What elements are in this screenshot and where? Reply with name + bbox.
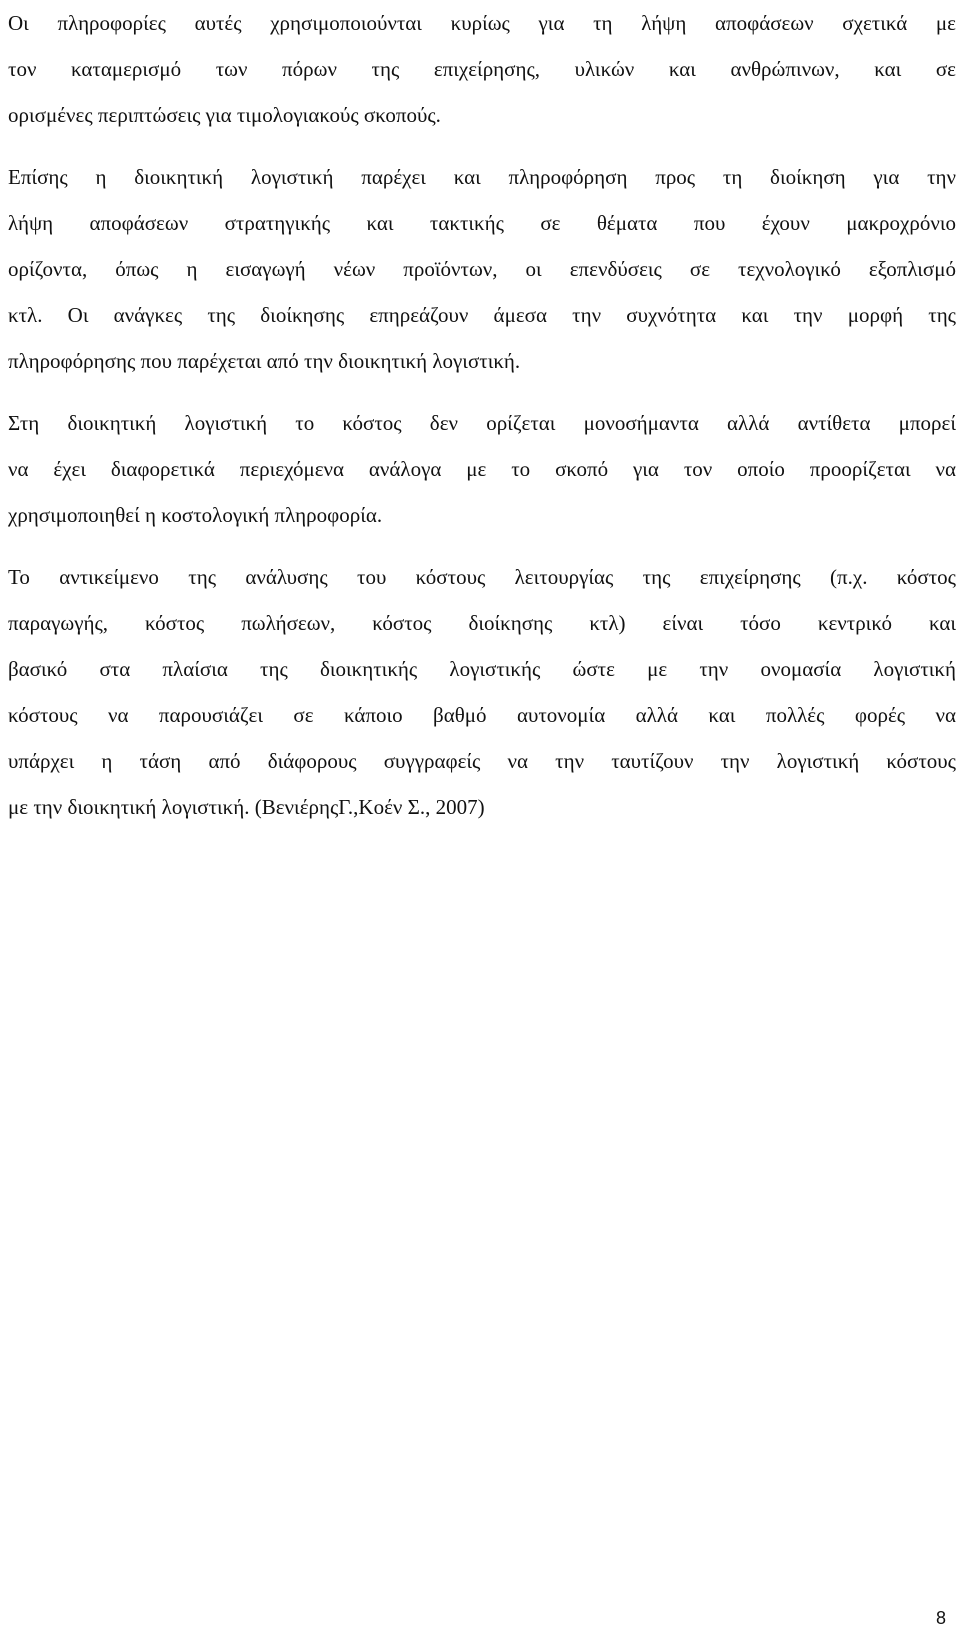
text-line: παραγωγής, κόστος πωλήσεων, κόστος διοίκησης κτλ) είναι τόσο κεντρικό και (8, 611, 956, 635)
paragraph-spacer (8, 384, 956, 400)
text-line: υπάρχει η τάση από διάφορους συγγραφείς να την ταυτίζουν την λογιστική κόστους (8, 749, 956, 773)
text-line: Το αντικείμενο της ανάλυσης του κόστους λειτουργίας της επιχείρησης (π.χ. κόστος (8, 565, 956, 589)
text-line: Οι πληροφορίες αυτές χρησιμοποιούνται κυρίως για τη λήψη αποφάσεων σχετικά με (8, 11, 956, 35)
text-line: χρησιμοποιηθεί η κοστολογική πληροφορία. (8, 503, 383, 527)
paragraph-resource-allocation (8, 0, 956, 138)
document-body (8, 0, 956, 830)
text-line: βασικό στα πλαίσια της διοικητικής λογιστικής ώστε με την ονομασία λογιστική (8, 657, 956, 681)
paragraph-strategic-decisions (8, 154, 956, 384)
text-line: κόστους να παρουσιάζει σε κάποιο βαθμό αυτονομία αλλά και πολλές φορές να (8, 703, 956, 727)
text-line: ορισμένες περιπτώσεις για τιμολογιακούς σκοπούς. (8, 103, 441, 127)
text-line: Στη διοικητική λογιστική το κόστος δεν ορίζεται μονοσήμαντα αλλά αντίθετα μπορεί (8, 411, 956, 435)
text-line: κτλ. Οι ανάγκες της διοίκησης επηρεάζουν άμεσα την συχνότητα και την μορφή της (8, 303, 956, 327)
paragraph-spacer (8, 538, 956, 554)
text-line: να έχει διαφορετικά περιεχόμενα ανάλογα με το σκοπό για τον οποίο προορίζεται να (8, 457, 956, 481)
text-line: τον καταμερισμό των πόρων της επιχείρησης, υλικών και ανθρώπινων, και σε (8, 57, 956, 81)
paragraph-spacer (8, 138, 956, 154)
paragraph-cost-analysis (8, 554, 956, 830)
text-line: Επίσης η διοικητική λογιστική παρέχει και πληροφόρηση προς τη διοίκηση για την (8, 165, 956, 189)
text-line: ορίζοντα, όπως η εισαγωγή νέων προϊόντων, οι επενδύσεις σε τεχνολογικό εξοπλισμό (8, 257, 956, 281)
paragraph-cost-definition (8, 400, 956, 538)
page-number: 8 (935, 1608, 946, 1628)
text-line: πληροφόρησης που παρέχεται από την διοικητική λογιστική. (8, 349, 521, 373)
text-line: λήψη αποφάσεων στρατηγικής και τακτικής σε θέματα που έχουν μακροχρόνιο (8, 211, 956, 235)
text-line: με την διοικητική λογιστική. (ΒενιέρηςΓ.,Κοέν Σ., 2007) (8, 795, 485, 819)
